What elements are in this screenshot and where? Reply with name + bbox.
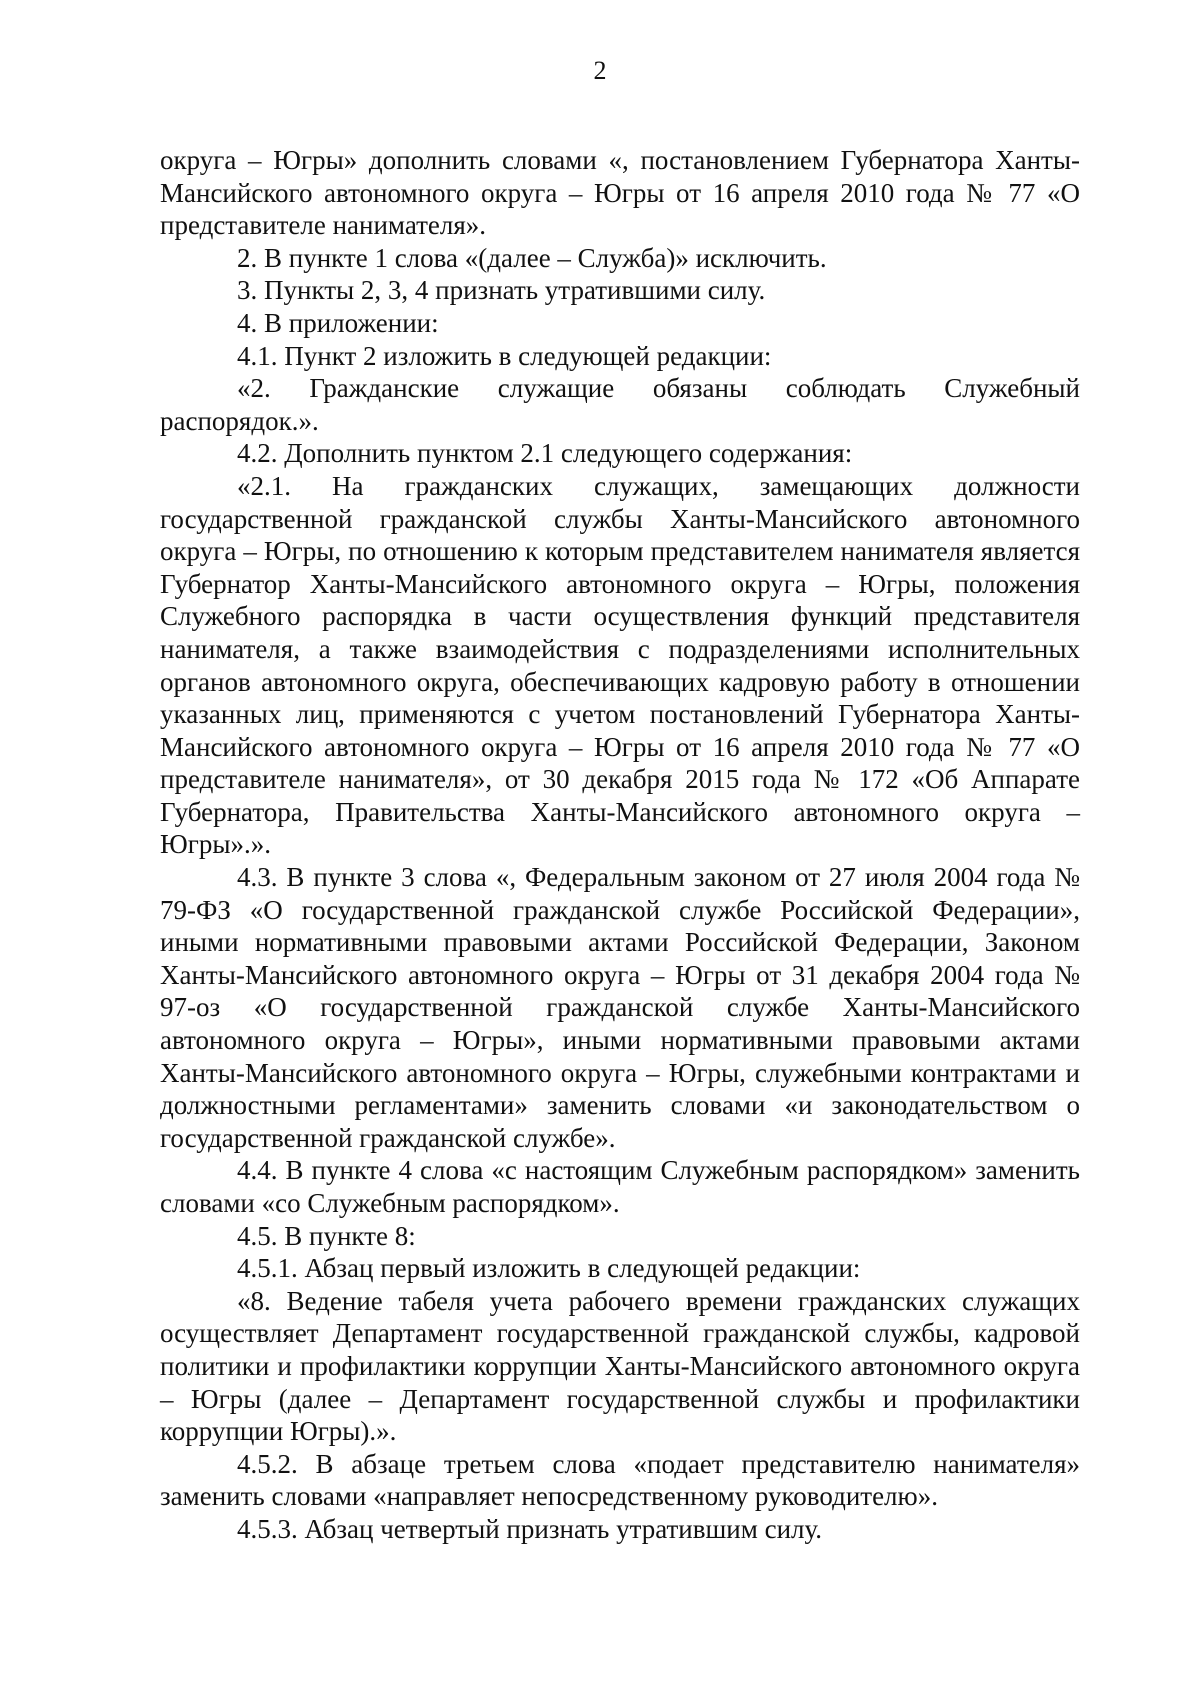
paragraph-quote-2-1: «2.1. На гражданских служащих, замещающих должности государственной гражданской службы Ханты-Мансийского автономного округа – Югры, по отношению к которым представителем нанимателя является Губернатор Ханты-Мансийского автономного округа – Югры, положения Служебного распорядка в части осуществления функций представителя нанимателя, а также взаимодействия с подразделениями исполнительных органов автономного округа, обеспечивающих кадровую работу в отношении указанных лиц, применяются с учетом постановлений Губернатора Ханты-Мансийского автономного округа – Югры от 16 апреля 2010 года № 77 «О представителе нанимателя», от 30 декабря 2015 года № 172 «Об Аппарате Губернатора, Правительства Ханты-Мансийского автономного округа – Югры».». [160,470,1080,860]
document-body [160,144,1080,1546]
paragraph-item-4-1: 4.1. Пункт 2 изложить в следующей редакции: [237,340,772,371]
paragraph-item-4-5-2: 4.5.2. В абзаце третьем слова «подает представителю нанимателя» заменить словами «направляет непосредственному руководителю». [160,1448,1080,1512]
paragraph-continuation: округа – Югры» дополнить словами «, постановлением Губернатора Ханты-Мансийского автономного округа – Югры от 16 апреля 2010 года № 77 «О представителе нанимателя». [160,145,1080,241]
paragraph-quote-8: «8. Ведение табеля учета рабочего времени гражданских служащих осуществляет Департамент государственной гражданской службы, кадровой политики и профилактики коррупции Ханты-Мансийского автономного округа – Югры (далее – Департамент государственной службы и профилактики коррупции Югры).». [160,1285,1080,1447]
paragraph-quote-2: «2. Гражданские служащие обязаны соблюдать Служебный распорядок.». [160,373,1080,436]
paragraph-item-4: 4. В приложении: [237,307,439,338]
paragraph-item-4-5: 4.5. В пункте 8: [237,1220,416,1251]
paragraph-item-4-5-1: 4.5.1. Абзац первый изложить в следующей редакции: [237,1253,861,1284]
paragraph-item-3: 3. Пункты 2, 3, 4 признать утратившими силу. [237,275,766,306]
page-number: 2 [593,56,607,85]
paragraph-item-4-2: 4.2. Дополнить пунктом 2.1 следующего содержания: [237,438,853,469]
paragraph-item-4-4: 4.4. В пункте 4 слова «с настоящим Служебным распорядком» заменить словами «со Служебным распорядком». [160,1155,1080,1218]
paragraph-item-4-3: 4.3. В пункте 3 слова «, Федеральным законом от 27 июля 2004 года № 79-ФЗ «О государственной гражданской службе Российской Федерации», иными нормативными правовыми актами Российской Федерации, Законом Ханты-Мансийского автономного округа – Югры от 31 декабря 2004 года № 97-оз «О государственной гражданской службе Ханты-Мансийского автономного округа – Югры», иными нормативными правовыми актами Ханты-Мансийского автономного округа – Югры, служебными контрактами и должностными регламентами» заменить словами «и законодательством о государственной гражданской службе». [160,862,1080,1153]
paragraph-item-2: 2. В пункте 1 слова «(далее – Служба)» исключить. [237,242,827,273]
paragraph-item-4-5-3: 4.5.3. Абзац четвертый признать утратившим силу. [237,1513,823,1544]
